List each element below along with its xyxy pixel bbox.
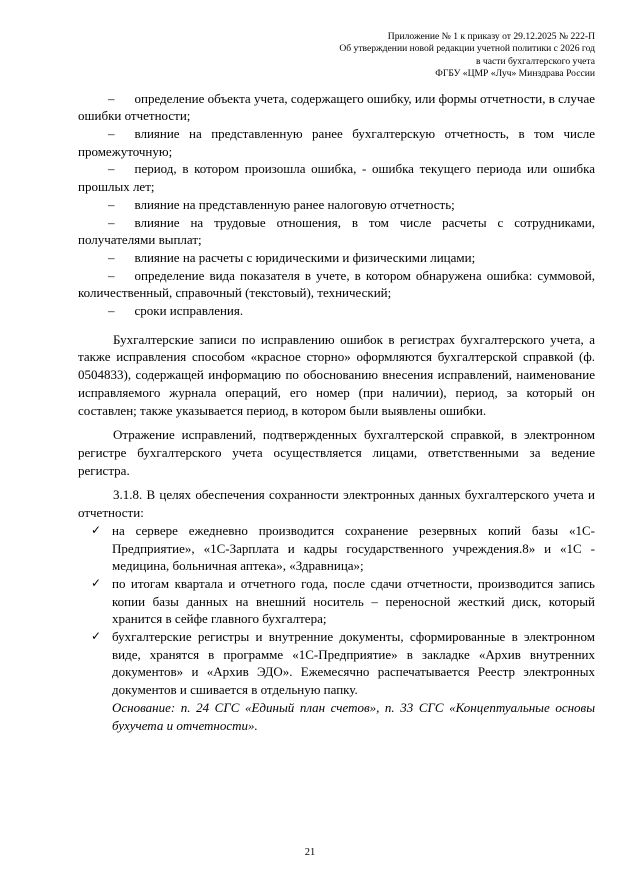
list-item: [78, 302, 595, 320]
list-item: [78, 267, 595, 302]
list-item-text: на сервере ежедневно производится сохранение резервных копий базы «1С-Предприятие», «1С-Зарплата и кадры государственного учреждения.8» и «1С - медицина, больничная аптека», «Здравница»;: [112, 522, 595, 574]
list-item-text: сроки исправления.: [134, 303, 244, 319]
list-item-text: определение объекта учета, содержащего ошибку, или формы отчетности, в случае ошибки отчетности;: [78, 90, 595, 124]
document-header: [78, 31, 595, 81]
checkmark-icon: ✓: [91, 575, 102, 590]
list-item: [78, 628, 595, 699]
checkmark-icon: ✓: [91, 522, 102, 537]
dash-marker: –: [108, 161, 115, 177]
page-number: 21: [304, 847, 316, 858]
paragraph-reflection: Отражение исправлений, подтвержденных бухгалтерской справкой, в электронном регистре бухгалтерского учета осуществляется лицами, ответственными за ведение регистра.: [78, 427, 595, 478]
dash-marker: –: [108, 90, 115, 106]
paragraph-corrections: Бухгалтерские записи по исправлению ошибок в регистрах бухгалтерского учета, а также исправления способом «красное сторно» оформляются бухгалтерской справкой (ф. 0504833), содержащей информацию по обоснованию внесения исправлений, наименование исправляемого журнала операций, его номер (при наличии), период, за который он составлен; также указывается период, в котором были выявлены ошибки.: [78, 331, 595, 418]
list-item: [78, 522, 595, 575]
dash-list: [78, 90, 595, 320]
check-list: [78, 522, 595, 734]
paragraph-section-3-1-8: 3.1.8. В целях обеспечения сохранности электронных данных бухгалтерского учета и отчетности:: [78, 487, 595, 521]
dash-marker: –: [108, 214, 115, 230]
list-item-text: период, в котором произошла ошибка, - ошибка текущего периода или ошибка прошлых лет;: [78, 161, 595, 195]
list-item: [78, 160, 595, 195]
list-item: [78, 575, 595, 628]
header-line: Приложение № 1 к приказу от 29.12.2025 № 222-П: [387, 31, 595, 42]
dash-marker: –: [108, 126, 115, 142]
list-item: [78, 90, 595, 125]
checkmark-icon: ✓: [91, 629, 102, 644]
list-item-text: влияние на представленную ранее бухгалтерскую отчетность, в том числе промежуточную;: [78, 126, 595, 159]
basis-note: Основание: п. 24 СГС «Единый план счетов», п. 33 СГС «Концептуальные основы бухучета и отчетности».: [112, 699, 595, 733]
dash-marker: –: [108, 303, 115, 319]
list-item-text: влияние на трудовые отношения, в том числе расчеты с сотрудниками, получателями выплат;: [78, 214, 595, 248]
list-item-text: влияние на представленную ранее налоговую отчетность;: [134, 196, 455, 212]
list-item-text: влияние на расчеты с юридическими и физическими лицами;: [134, 249, 476, 265]
dash-marker: –: [108, 267, 115, 283]
list-item: [78, 125, 595, 160]
header-line: ФГБУ «ЦМР «Луч» Минздрава России: [435, 68, 595, 80]
dash-marker: –: [108, 249, 115, 265]
list-item: [78, 214, 595, 249]
dash-marker: –: [108, 196, 115, 212]
header-line: Об утверждении новой редакции учетной политики с 2026 год: [339, 43, 595, 55]
list-item: [78, 249, 595, 267]
list-item: [78, 196, 595, 214]
header-line: в части бухгалтерского учета: [476, 55, 595, 67]
list-item-text: по итогам квартала и отчетного года, после сдачи отчетности, производится запись копии базы данных на внешний носитель – переносной жесткий диск, который хранится в сейфе главного бухгалтера;: [112, 575, 595, 627]
list-item-text: бухгалтерские регистры и внутренние документы, сформированные в электронном виде, хранятся в программе «1С-Предприятие» в закладке «Архив внутренних документов» и «Архив ЭДО». Ежемесячно распечатывается Реестр электронных документов и сшивается в отдельную папку.: [112, 629, 595, 698]
list-item-text: определение вида показателя в учете, в котором обнаружена ошибка: суммовой, количественный, справочный (текстовый), технический;: [78, 267, 595, 301]
document-content: [78, 31, 595, 734]
